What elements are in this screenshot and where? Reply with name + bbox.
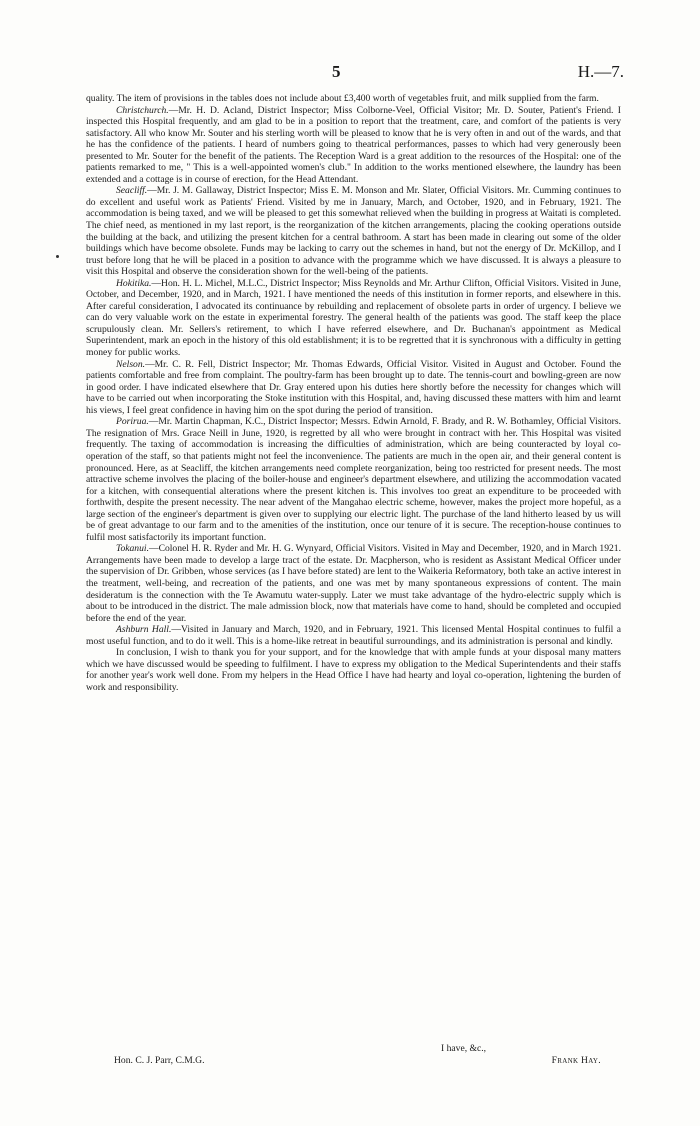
paragraph-nelson [86,359,621,417]
document-code: H.—7. [577,62,624,81]
paragraph-text: —Mr. H. D. Acland, District Inspector; Miss Colborne-Veel, Official Visitor; Mr. D. Souter, Patient's Friend. I inspected this Hospital frequently, and am glad to be in a position to report that the treatment, care, and comfort of the patients is very satisfactory. All who know Mr. Souter and his sterling worth will be pleased to know that he is very often in and out of the wards, and that he has the confidence of the patients. I heard of numbers going to theatrical performances, passes to which had very generously been presented to Mr. Souter for the benefit of the patients. The Reception Ward is a great addition to the resources of the Hospital: one of the patients remarked to me, " This is a well-appointed women's club." In addition to the works mentioned elsewhere, the laundry has been extended and a cottage is in course of erection, for the Head Attendant. [86,104,621,185]
paragraph-text: —Mr. Martin Chapman, K.C., District Inspector; Messrs. Edwin Arnold, F. Brady, and R. W. Bothamley, Official Visitors. The resignation of Mrs. Grace Neill in June, 1920, is regretted by all who were brought in contract with her. This Hospital was visited frequently. The taxing of accommodation is increasing the difficulties of administration, which are being counteracted by loyal co-operation of the staff, so that patients might not feel the inconvenience. The patients are much in the open air, and their general content is pronounced. Here, as at Seacliff, the kitchen arrangements need complete reorganization, being too restricted for present needs. The most attractive scheme involves the placing of the boiler-house and engineer's department elsewhere, and utilizing the accommodation vacated for a kitchen, with consequential alterations where the present kitchen is. This involves too great an expenditure to be proceeded with forthwith, despite the present necessity. The near advent of the Mangahao electric scheme, however, makes the project more hopeful, as a large section of the engineer's department is given over to supplying our electric light. The purchase of the land hitherto leased by us will be of great advantage to our farm and to the amenities of the institution, once our tenure of it is secure. The reception-house continues to fulfil most satisfactorily its important function. [86,416,621,543]
place-heading: Christchurch. [116,104,169,116]
page-header [0,62,700,86]
report-body [86,93,621,693]
paragraph-text: —Hon. H. L. Michel, M.L.C., District Inspector; Miss Reynolds and Mr. Arthur Clifton, Official Visitors. Visited in June, October, and December, 1920, and in March, 1921. I have mentioned the needs of this institution in former reports, and elsewhere in this. After careful consideration, I advocated its continuance by rebuilding and replacement of obsolete parts in order of urgency. I believe we can do very valuable work on the estate in experimental forestry. The general health of the patients was good. The staff keep the place scrupulously clean. Mr. Sellers's retirement, to which I have referred elsewhere, and Dr. Buchanan's appointment as Medical Superintendent, mark an epoch in the history of this old establishment; it is to be regretted that it is synchronous with a difficulty in getting money for public works. [86,277,621,359]
paragraph-seacliff [86,185,621,277]
letter-closing [86,1043,621,1069]
place-heading: Hokitika. [116,277,152,289]
paragraph-hokitika [86,278,621,359]
paragraph-text: —Mr. C. R. Fell, District Inspector; Mr. Thomas Edwards, Official Visitor. Visited in August and October. Found the patients comfortable and free from complaint. The poultry-farm has been brought up to date. The tennis-court and bowling-green are now in good order. I have indicated elsewhere that Dr. Gray entered upon his duties here shortly before the necessity for changes which will have to be carried out when incorporating the Stoke institution with this Hospital, and, having discussed these matters with him and learnt his views, I feel great confidence in having him on the spot during the period of transition. [86,358,621,416]
margin-mark [56,255,59,258]
addressee: Hon. C. J. Parr, C.M.G. [114,1055,205,1066]
place-heading: Seacliff. [116,185,148,197]
place-heading: Ashburn Hall. [116,624,172,636]
paragraph-text: In conclusion, I wish to thank you for your support, and for the knowledge that with ample funds at your disposal many matters which we have discussed would be speeding to fulfilment. I have to express my obligation to the Medical Superintendents and their staffs for another year's work well done. From my helpers in the Head Office I have had hearty and loyal co-operation, lightening the burden of work and responsibility. [86,647,621,693]
place-heading: Tokanui. [116,543,149,555]
paragraph-christchurch [86,105,621,186]
paragraph-conclusion [86,647,621,693]
signature: Frank Hay. [551,1055,601,1066]
paragraph-ashburn-hall [86,624,621,647]
place-heading: Porirua. [116,416,149,428]
paragraph-continuation: quality. The item of provisions in the tables does not include about £3,400 worth of vegetables fruit, and milk supplied from the farm. [86,93,599,104]
paragraph-text: —Visited in January and March, 1920, and in February, 1921. This licensed Mental Hospital continues to fulfil a most useful function, and to do it well. This is a home-like retreat in beautiful surroundings, and its administration is personal and kindly. [86,624,622,647]
paragraph-text: —Colonel H. R. Ryder and Mr. H. G. Wynyard, Official Visitors. Visited in May and December, 1920, and in March 1921. Arrangements have been made to develop a large tract of the estate. Dr. Macpherson, who is resident as Assistant Medical Officer under the supervision of Dr. Gribben, whose services (as I have before stated) are lent to the Waikeria Reformatory, both take an active interest in the treatment, well-being, and recreation of the patients, and one was met by many spontaneous expressions of content. The main desideratum is the connection with the Te Awamutu water-supply. Later we must take advantage of the hydro-electric supply which is about to be introduced in the district. The male admission block, now that materials have come to hand, should be completed and occupied before the end of the year. [86,543,621,624]
signoff: I have, &c., [441,1043,487,1054]
place-heading: Nelson. [116,358,146,370]
page-number: 5 [332,62,341,81]
paragraph-text: —Mr. J. M. Gallaway, District Inspector; Miss E. M. Monson and Mr. Slater, Official Visitors. Mr. Cumming continues to do excellent and useful work as Patients' Friend. Visited by me in January, March, and October, 1920, and in February, 1921. The accommodation is being taxed, and we will be pleased to get this somewhat relieved when the building in progress at Waitati is completed. The chief need, as mentioned in my last report, is the reorganization of the kitchen arrangements, placing the cooking operations outside the building at the back, and utilizing the present kitchen for a central bathroom. A start has been made in clearing out some of the older buildings which have become obsolete. Funds may be lacking to carry out the schemes in hand, but not the energy of Dr. McKillop, and I trust before long that he will be placed in a position to advance with the programme which we have discussed. It is always a pleasure to visit this Hospital and observe the consideration shown for the well-being of the patients. [86,185,621,278]
paragraph-tokanui [86,543,621,624]
paragraph-porirua [86,416,621,543]
